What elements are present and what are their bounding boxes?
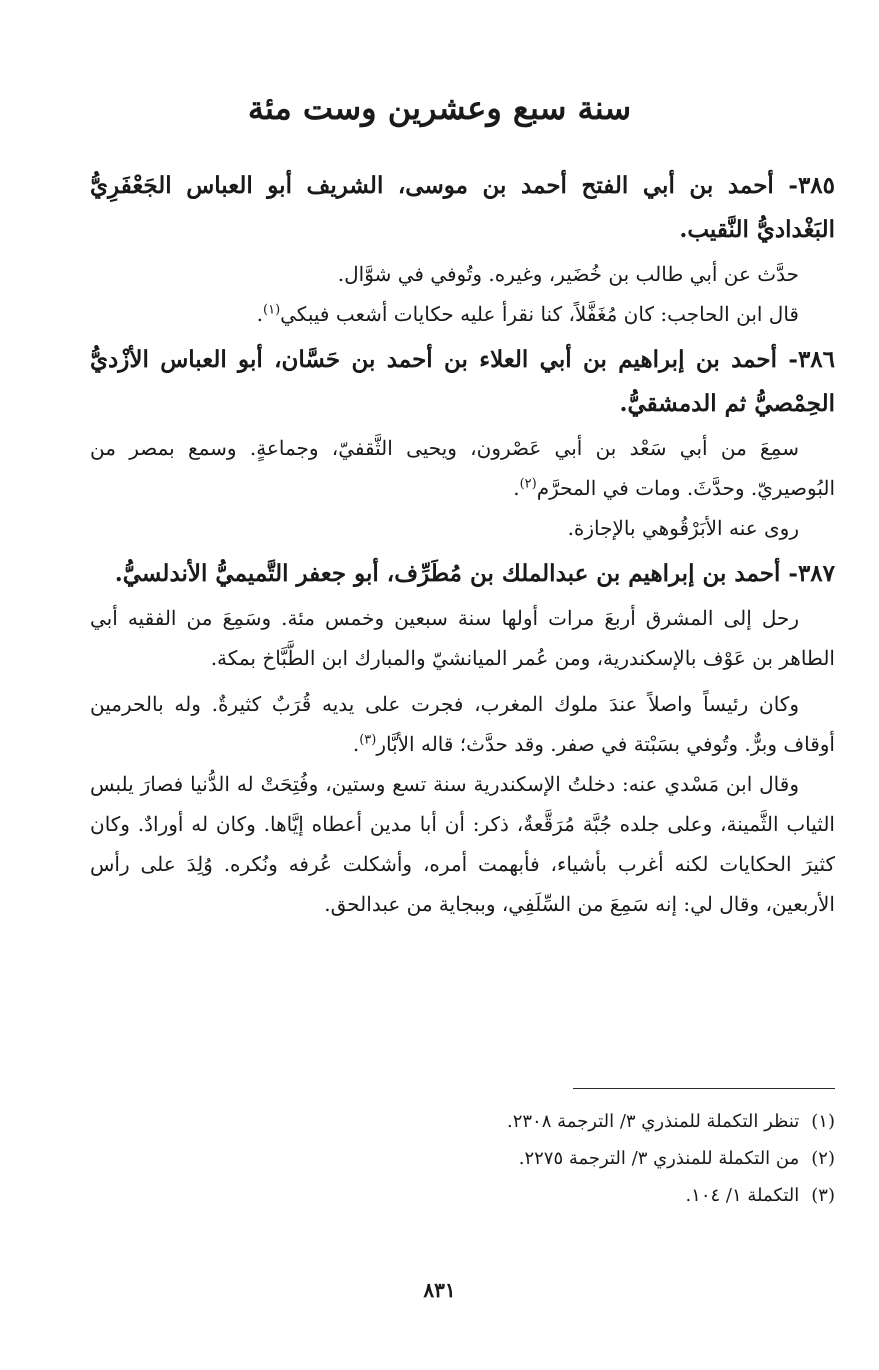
footnote-text: من التكملة للمنذري ٣/ الترجمة ٢٢٧٥. xyxy=(518,1148,800,1169)
entry-heading: ٣٨٦- أحمد بن إبراهيم بن أبي العلاء بن أحمد بن حَسَّان، أبو العباس الأزْديُّ الحِمْصيُّ ثم الدمشقيُّ. xyxy=(90,346,835,417)
footnote-item xyxy=(90,1140,835,1177)
paragraph-text: سمِعَ من أبي سَعْد بن أبي عَصْرون، ويحيى الثَّقفيّ، وجماعةٍ. وسمع بمصر من البُوصيريّ. وحدَّثَ. ومات في المحرَّم xyxy=(90,436,835,500)
footnotes-section xyxy=(90,1088,835,1214)
footnote-item xyxy=(90,1177,835,1214)
page-number: ٨٣١ xyxy=(423,1278,456,1302)
entry-paragraph xyxy=(90,254,835,294)
entry-heading: ٣٨٥- أحمد بن أبي الفتح أحمد بن موسى، الشريف أبو العباس الجَعْفَرِيُّ البَغْداديُّ النَّقيب. xyxy=(90,172,835,243)
footnote-text: تنظر التكملة للمنذري ٣/ الترجمة ٢٣٠٨. xyxy=(506,1111,800,1132)
footnote-number: (١) xyxy=(811,1111,835,1132)
entry-paragraph xyxy=(90,428,835,508)
footnote-item xyxy=(90,1103,835,1140)
page-body xyxy=(90,160,835,924)
paragraph-text: رحل إلى المشرق أربعَ مرات أولها سنة سبعين وخمس مئة. وسَمِعَ من الفقيه أبي الطاهر بن عَوْف بالإسكندرية، ومن عُمر الميانشيّ والمبارك ابن الطَّبَّاخ بمكة. xyxy=(90,606,835,670)
paragraph-text: وكان رئيساً واصلاً عندَ ملوك المغرب، فجرت على يديه قُرَبٌ كثيرةٌ. وله بالحرمين أوقاف وبرٌّ. وتُوفي بسَبْتة في صفر. وقد حدَّث؛ قاله الأبَّار xyxy=(90,692,835,756)
footnote-ref[interactable]: (٢) xyxy=(519,476,537,492)
footnote-number: (٢) xyxy=(811,1148,835,1169)
entry-paragraph xyxy=(90,764,835,924)
entry-paragraph xyxy=(90,294,835,334)
paragraph-text: روى عنه الأبَرْقُوهي بالإجازة. xyxy=(567,516,799,540)
paragraph-text: حدَّث عن أبي طالب بن خُضَير، وغيره. وتُوفي في شوَّال. xyxy=(337,262,799,286)
chapter-title: سنة سبع وعشرين وست مئة xyxy=(247,89,632,127)
footnote-ref[interactable]: (٣) xyxy=(359,732,377,748)
footnote-divider xyxy=(573,1088,835,1089)
paragraph-tail: . xyxy=(256,302,263,326)
paragraph-tail: . xyxy=(513,476,520,500)
entry-paragraph xyxy=(90,508,835,548)
footnote-ref[interactable]: (١) xyxy=(263,302,281,318)
footnote-number: (٣) xyxy=(811,1185,835,1206)
entry-paragraph xyxy=(90,684,835,764)
paragraph-tail: . xyxy=(352,732,360,756)
entry-paragraph xyxy=(90,598,835,678)
biography-entry-385 xyxy=(90,164,835,334)
paragraph-text: وقال ابن مَسْدي عنه: دخلتُ الإسكندرية سنة تسع وستين، وفُتِحَتْ له الدُّنيا فصارَ يلبس الثياب الثَّمينة، وعلى جلده جُبَّة مُرَقَّعةٌ، ذكر: أن أبا مدين أعطاه إيَّاها. وكان له أورادٌ. وكان كثيرَ الحكايات لكنه أغرب بأشياء، فأبهمت أمره، وأشكلت عُرفه ونُكره. وُلِدَ على رأس الأربعين، وقال لي: إنه سَمِعَ من السِّلَفِي، وببجاية من عبدالحق. xyxy=(90,772,835,916)
biography-entry-386 xyxy=(90,338,835,548)
entry-heading: ٣٨٧- أحمد بن إبراهيم بن عبدالملك بن مُطَرِّف، أبو جعفر التَّميميُّ الأندلسيُّ. xyxy=(114,560,835,587)
biography-entry-387 xyxy=(90,552,835,924)
footnote-text: التكملة ١/ ١٠٤. xyxy=(685,1185,800,1206)
paragraph-text: قال ابن الحاجب: كان مُغَفَّلاً، كنا نقرأ عليه حكايات أشعب فيبكي xyxy=(280,302,799,326)
